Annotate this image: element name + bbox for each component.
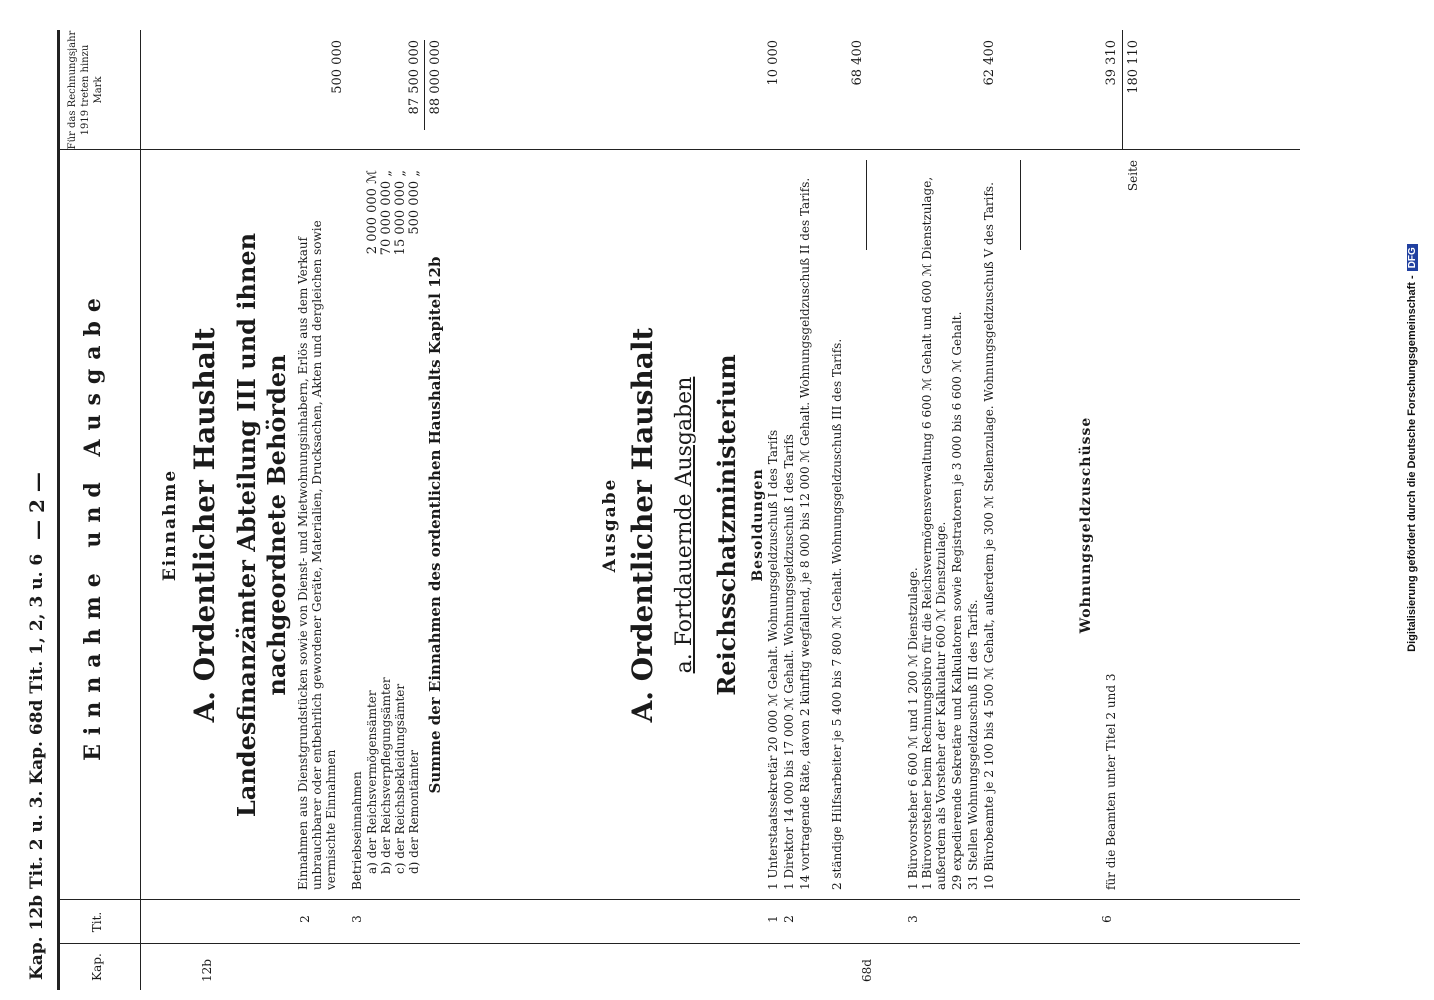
- tit-3b-line-3: 29 expedierende Sekretäre und Kalkulatoren sowie Registratoren je 3 000 bis 6 600 ℳ Gehalt.: [950, 311, 964, 890]
- einnahme-sum-amount: 88 000 000: [428, 40, 443, 115]
- item-d: d) der Remontämter: [407, 750, 421, 874]
- tit-2b-text: 1 Direktor 14 000 bis 17 000 ℳ Gehalt. Wohnungsgeldzuschuß I des Tarifs: [782, 434, 796, 890]
- tit-2-text: Einnahmen aus Dienstgrundstücken sowie von Dienst- und Mietwohnungsinhabern, Erlös aus dem Verkauf unbrauchbarer oder entbehrlich gewordener Geräte, Materialien, Drucksachen, Akten und dergleichen sowie vermischte Einnahmen: [296, 220, 338, 890]
- tit-3: 3: [350, 915, 364, 923]
- running-head-reference: Kap. 12b Tit. 2 u. 3. Kap. 68d Tit. 1, 2, 3 u. 6: [27, 553, 47, 980]
- tit-2: 2: [298, 915, 312, 923]
- tit-3b: 3: [906, 915, 920, 923]
- item-b: b) der Reichsverpflegungsämter: [379, 677, 393, 874]
- header-mark: Für das Rechnungsjahr 1919 treten hinzu Mark: [67, 30, 104, 150]
- header-main: Einnahme und Ausgabe: [80, 289, 106, 761]
- tit-3b-rule: [1020, 160, 1021, 250]
- tit-3b-line-4: 31 Stellen Wohnungsgeldzuschuß III des Tarifs.: [966, 599, 980, 890]
- tit-3b-line-5: 10 Bürobeamte je 2 100 bis 4 500 ℳ Gehalt, außerdem je 300 ℳ Stellenzulage. Wohnungsgeldzuschuß V des Tarifs.: [982, 182, 996, 890]
- dfg-logo: DFG: [1407, 244, 1418, 271]
- subtotal-rule: [424, 40, 425, 130]
- besoldungen-heading: Besoldungen: [750, 468, 766, 582]
- running-head: [15, 30, 55, 990]
- digitization-credit: [1406, 0, 1422, 898]
- tit-1-text: 1 Unterstaatssekretär 20 000 ℳ Gehalt. Wohnungsgeldzuschuß I des Tarifs: [766, 429, 780, 890]
- ausgabe-title: A. Ordentlicher Haushalt: [626, 327, 659, 723]
- item-c-value: 15 000 000 „: [393, 170, 408, 256]
- header-rule: [140, 30, 141, 990]
- page-number: — 2 —: [25, 472, 49, 540]
- ausgabe-subtitle: a. Fortdauernde Ausgaben: [672, 376, 697, 674]
- seite-rule: [1122, 30, 1123, 150]
- seite-amount: 180 110: [1126, 40, 1141, 94]
- kap-68d: 68d: [860, 959, 874, 982]
- item-a-value: 2 000 000 ℳ: [365, 170, 380, 255]
- header-kap: Kap.: [90, 953, 104, 981]
- tit-2b-amount: 68 400: [850, 40, 865, 86]
- tit-2b-text3: 2 ständige Hilfsarbeiter je 5 400 bis 7 800 ℳ Gehalt. Wohnungsgeldzuschuß III des Tarifs.: [830, 338, 844, 890]
- einnahme-heading: Einnahme: [160, 468, 180, 582]
- ministry-title: Reichsschatzministerium: [712, 354, 741, 696]
- tit-3b-line-2: 1 Bürovorsteher beim Rechnungsbüro für die Reichsvermögensverwaltung 6 600 ℳ Gehalt und 600 ℳ Dienstzulage, außerdem als Vorsteher der Kalkulatur 600 ℳ Dienstzulage.: [920, 176, 948, 890]
- item-a: a) der Reichsvermögensämter: [365, 690, 379, 874]
- item-b-value: 70 000 000 „: [379, 170, 394, 256]
- item-d-value: 500 000 „: [407, 170, 422, 235]
- tit-6-text: für die Beamten unter Titel 2 und 3: [1104, 673, 1118, 890]
- rotated-page: [15, 30, 1335, 990]
- kap-12b: 12b: [200, 959, 214, 982]
- tit-column: [60, 899, 1300, 944]
- tit-2b-rule: [866, 160, 867, 250]
- tit-6: 6: [1100, 915, 1114, 923]
- tit-6-amount: 39 310: [1104, 40, 1119, 86]
- tit-2b: 2: [782, 915, 796, 923]
- credit-text: Digitalisierung gefördert durch die Deutsche Forschungsgemeinschaft -: [1406, 275, 1418, 652]
- tit-1: 1: [766, 915, 780, 923]
- kap-column: [60, 943, 1300, 990]
- tit-3-text: Betriebseinnahmen: [350, 771, 364, 890]
- einnahme-sum-text: Summe der Einnahmen des ordentlichen Haushalts Kapitel 12b: [426, 256, 444, 794]
- tit-1-amount: 10 000: [766, 40, 781, 86]
- tit-2b-text2: 14 vortragende Räte, davon 2 künftig wegfallend, je 8 000 bis 12 000 ℳ Gehalt. Wohnungsgeldzuschuß II des Tarifs.: [798, 177, 812, 890]
- item-c: c) der Reichsbekleidungsämter: [393, 683, 407, 874]
- tit-3b-amount: 62 400: [982, 40, 997, 86]
- einnahme-subtitle: Landesfinanzämter Abteilung III und ihnen nachgeordnete Behörden: [232, 232, 291, 818]
- ausgabe-heading: Ausgabe: [600, 477, 620, 573]
- tit-3b-line-1: 1 Bürovorsteher 6 600 ℳ und 1 200 ℳ Dienstzulage.: [906, 567, 920, 890]
- wohnung-heading: Wohnungsgeldzuschüsse: [1078, 416, 1094, 634]
- einnahme-title: A. Ordentlicher Haushalt: [188, 327, 221, 723]
- tit-3-amount: 87 500 000: [407, 40, 422, 115]
- budget-table: [57, 30, 1300, 990]
- header-tit: Tit.: [90, 911, 104, 933]
- seite-label: Seite: [1126, 160, 1140, 192]
- tit-2-amount: 500 000: [330, 40, 345, 94]
